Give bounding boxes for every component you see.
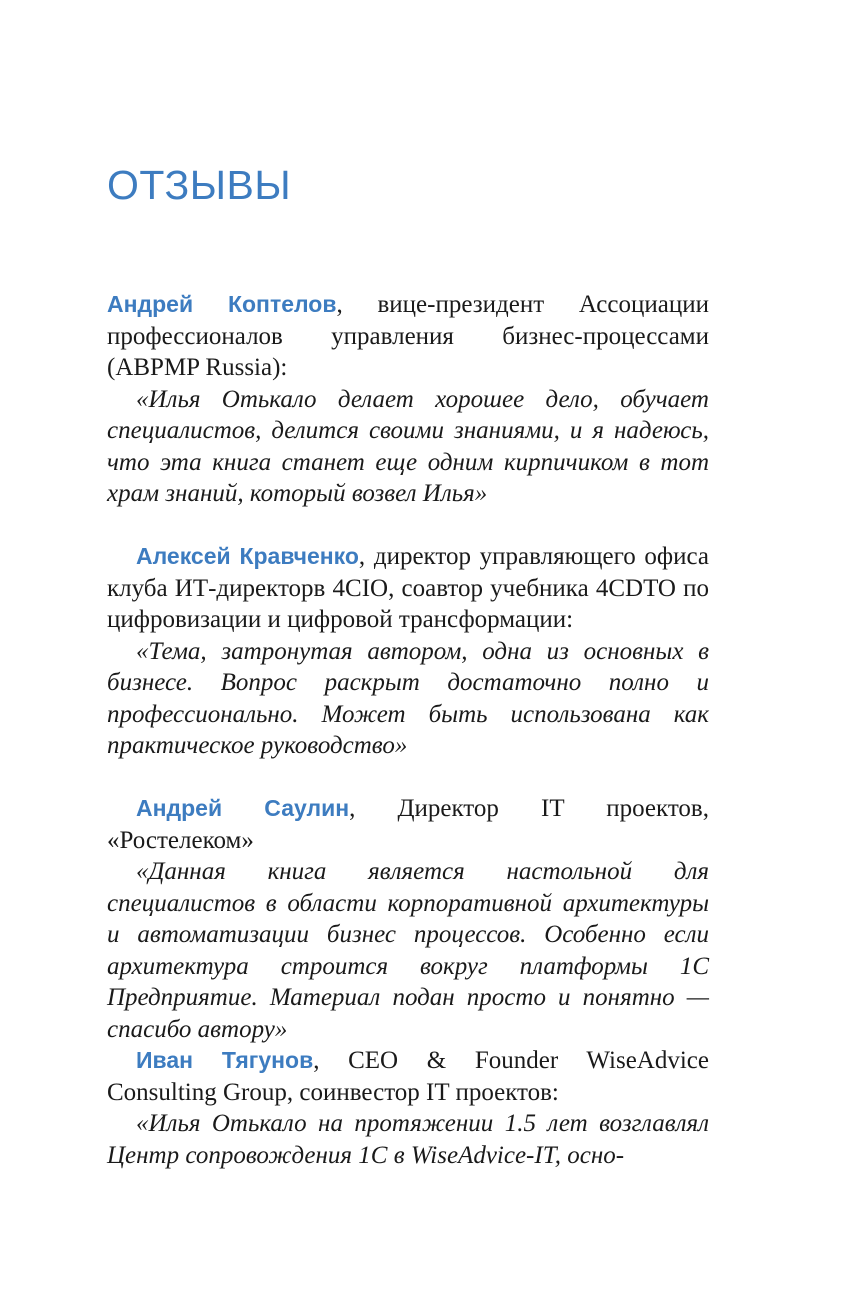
review-intro [107,1045,709,1108]
review-author: Андрей Коптелов [107,291,337,317]
review-author-role: , вице-президент Ассоциации профессионалов управления бизнес-процессами (ABPMP Russia): [107,291,709,381]
review-author-role: , Директор IT проектов, «Ростелеком» [107,795,709,854]
review-author: Иван Тягунов [136,1047,314,1073]
review-author-role: , директор управляющего офиса клуба ИТ-директорв 4CIO, соавтор учебника 4CDTO по цифровизации и цифровой трансформации: [107,543,710,633]
review-author-role: , CEO & Founder WiseAdvice Consulting Group, соинвестор IT проектов: [107,1047,709,1106]
review-author: Алексей Кравченко [136,543,359,569]
review-saulin [107,793,709,1045]
review-author: Андрей Саулин [136,795,350,821]
review-koptelov [107,289,709,510]
review-intro [107,541,709,636]
review-intro [107,289,709,384]
page-title: ОТЗЫВЫ [107,162,292,208]
review-quote: «Тема, затронутая автором, одна из основных в бизнесе. Вопрос раскрыт достаточно полно и профессионально. Может быть использована как практическое руководство» [107,637,709,759]
review-quote: «Данная книга является настольной для специалистов в области корпоративной архитектуры и автоматизации бизнес процессов. Особенно если архитектура строится вокруг платформы 1С Предприятие. Материал подан просто и понятно — спасибо автору» [107,858,709,1043]
review-kravchenko [107,541,709,762]
review-quote: «Илья Отькало на протяжении 1.5 лет возглавлял Центр сопровождения 1С в WiseAdvice-IT, осно- [107,1110,709,1169]
review-tyagunov [107,1045,709,1171]
review-quote: «Илья Отькало делает хорошее дело, обучает специалистов, делится своими знаниями, и я надеюсь, что эта книга станет еще одним кирпичиком в тот храм знаний, который возвел Илья» [107,385,709,507]
review-intro [107,793,709,856]
